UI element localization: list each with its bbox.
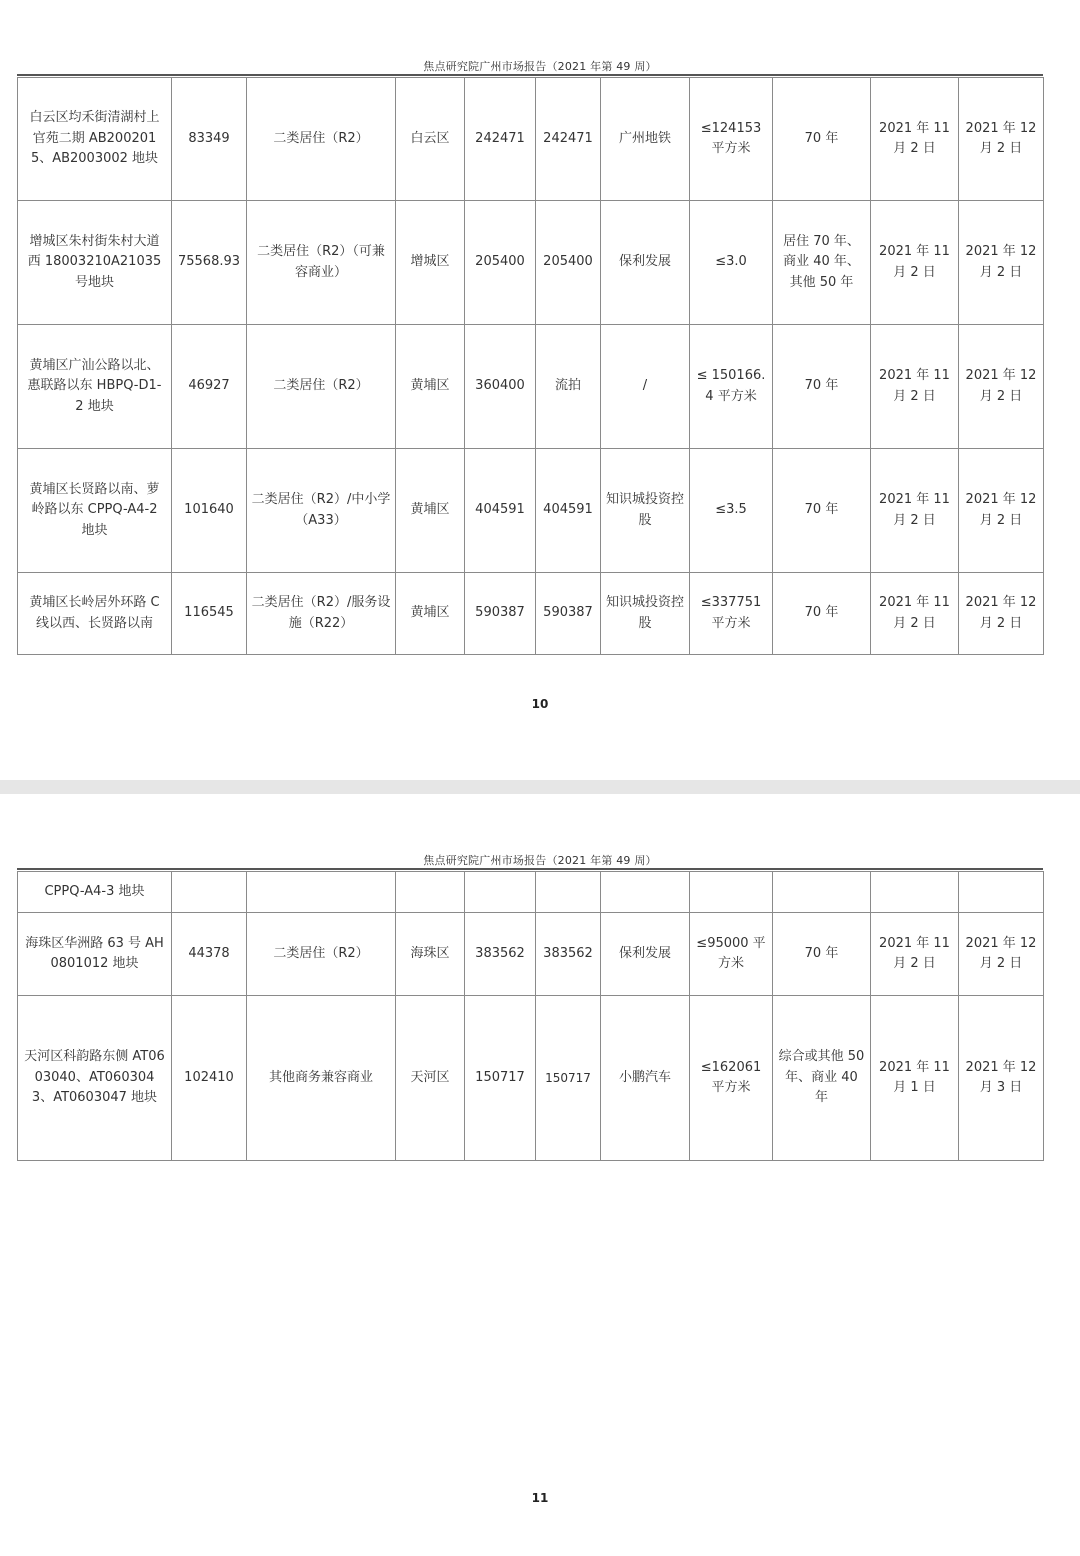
land-term: 综合或其他 50 年、商业 40 年 [773,996,871,1161]
start-price: 205400 [465,201,536,325]
land-area: 102410 [172,996,247,1161]
date-end: 2021 年 12 月 2 日 [959,913,1044,996]
land-use: 二类居住（R2）（可兼容商业） [247,201,396,325]
land-location: 黄埔区长岭居外环路 C 线以西、长贤路以南 [18,573,172,655]
empty-cell [871,872,959,913]
date-end: 2021 年 12 月 2 日 [959,78,1044,201]
land-district: 黄埔区 [396,573,465,655]
land-area: 44378 [172,913,247,996]
land-area: 101640 [172,449,247,573]
land-area: 116545 [172,573,247,655]
buyer: 知识城投资控股 [601,449,690,573]
deal-price: 242471 [536,78,601,201]
table-row [18,872,1044,913]
land-district: 白云区 [396,78,465,201]
date-start: 2021 年 11 月 1 日 [871,996,959,1161]
land-area: 83349 [172,78,247,201]
deal-price: 流拍 [536,325,601,449]
empty-cell [601,872,690,913]
buyer: 保利发展 [601,913,690,996]
page-number: 10 [531,697,549,711]
date-start: 2021 年 11 月 2 日 [871,449,959,573]
date-end: 2021 年 12 月 2 日 [959,573,1044,655]
land-area: 46927 [172,325,247,449]
empty-cell [465,872,536,913]
land-location: CPPQ-A4-3 地块 [18,872,172,913]
buyer: 保利发展 [601,201,690,325]
land-district: 海珠区 [396,913,465,996]
table-row [18,78,1044,201]
deal-price: 205400 [536,201,601,325]
land-use: 二类居住（R2） [247,325,396,449]
table-row [18,449,1044,573]
page-number: 11 [531,1491,549,1505]
empty-cell [773,872,871,913]
empty-cell [959,872,1044,913]
buyer: 广州地铁 [601,78,690,201]
land-district: 黄埔区 [396,325,465,449]
date-start: 2021 年 11 月 2 日 [871,325,959,449]
empty-cell [172,872,247,913]
floor-area-ratio: ≤3.5 [690,449,773,573]
empty-cell [536,872,601,913]
land-term: 70 年 [773,325,871,449]
land-term: 70 年 [773,913,871,996]
land-location: 黄埔区广汕公路以北、惠联路以东 HBPQ-D1-2 地块 [18,325,172,449]
start-price: 242471 [465,78,536,201]
land-use: 二类居住（R2）/中小学（A33） [247,449,396,573]
land-use: 其他商务兼容商业 [247,996,396,1161]
date-end: 2021 年 12 月 3 日 [959,996,1044,1161]
start-price: 404591 [465,449,536,573]
table-row [18,913,1044,996]
start-price: 383562 [465,913,536,996]
running-header: 焦点研究院广州市场报告（2021 年第 49 周） [423,60,657,73]
land-district: 黄埔区 [396,449,465,573]
floor-area-ratio: ≤3.0 [690,201,773,325]
page-separator [0,780,1080,794]
land-transaction-table-continued [17,871,1044,1161]
land-area: 75568.93 [172,201,247,325]
header-rule [17,868,1043,870]
land-term: 居住 70 年、商业 40 年、其他 50 年 [773,201,871,325]
date-start: 2021 年 11 月 2 日 [871,573,959,655]
land-use: 二类居住（R2） [247,78,396,201]
buyer: 小鹏汽车 [601,996,690,1161]
land-term: 70 年 [773,78,871,201]
floor-area-ratio: ≤337751 平方米 [690,573,773,655]
land-use: 二类居住（R2）/服务设施（R22） [247,573,396,655]
table-row [18,201,1044,325]
floor-area-ratio: ≤162061 平方米 [690,996,773,1161]
land-transaction-table [17,77,1044,655]
deal-price: 590387 [536,573,601,655]
running-header: 焦点研究院广州市场报告（2021 年第 49 周） [423,854,657,867]
header-rule [17,74,1043,76]
land-use: 二类居住（R2） [247,913,396,996]
floor-area-ratio: ≤124153 平方米 [690,78,773,201]
table-row [18,325,1044,449]
deal-price: 150717 [536,996,601,1161]
buyer: / [601,325,690,449]
land-location: 海珠区华洲路 63 号 AH0801012 地块 [18,913,172,996]
date-end: 2021 年 12 月 2 日 [959,449,1044,573]
empty-cell [396,872,465,913]
date-start: 2021 年 11 月 2 日 [871,201,959,325]
land-district: 增城区 [396,201,465,325]
start-price: 360400 [465,325,536,449]
table-row [18,573,1044,655]
start-price: 590387 [465,573,536,655]
land-term: 70 年 [773,573,871,655]
table-row [18,996,1044,1161]
land-location: 增城区朱村街朱村大道西 18003210A21035 号地块 [18,201,172,325]
floor-area-ratio: ≤ 150166.4 平方米 [690,325,773,449]
date-start: 2021 年 11 月 2 日 [871,913,959,996]
date-end: 2021 年 12 月 2 日 [959,201,1044,325]
deal-price: 383562 [536,913,601,996]
land-location: 白云区均禾街清湖村上官苑二期 AB2002015、AB2003002 地块 [18,78,172,201]
land-term: 70 年 [773,449,871,573]
land-location: 黄埔区长贤路以南、萝岭路以东 CPPQ-A4-2 地块 [18,449,172,573]
land-location: 天河区科韵路东侧 AT0603040、AT0603043、AT0603047 地块 [18,996,172,1161]
floor-area-ratio: ≤95000 平方米 [690,913,773,996]
empty-cell [247,872,396,913]
deal-price: 404591 [536,449,601,573]
land-district: 天河区 [396,996,465,1161]
date-end: 2021 年 12 月 2 日 [959,325,1044,449]
buyer: 知识城投资控股 [601,573,690,655]
empty-cell [690,872,773,913]
start-price: 150717 [465,996,536,1161]
date-start: 2021 年 11 月 2 日 [871,78,959,201]
